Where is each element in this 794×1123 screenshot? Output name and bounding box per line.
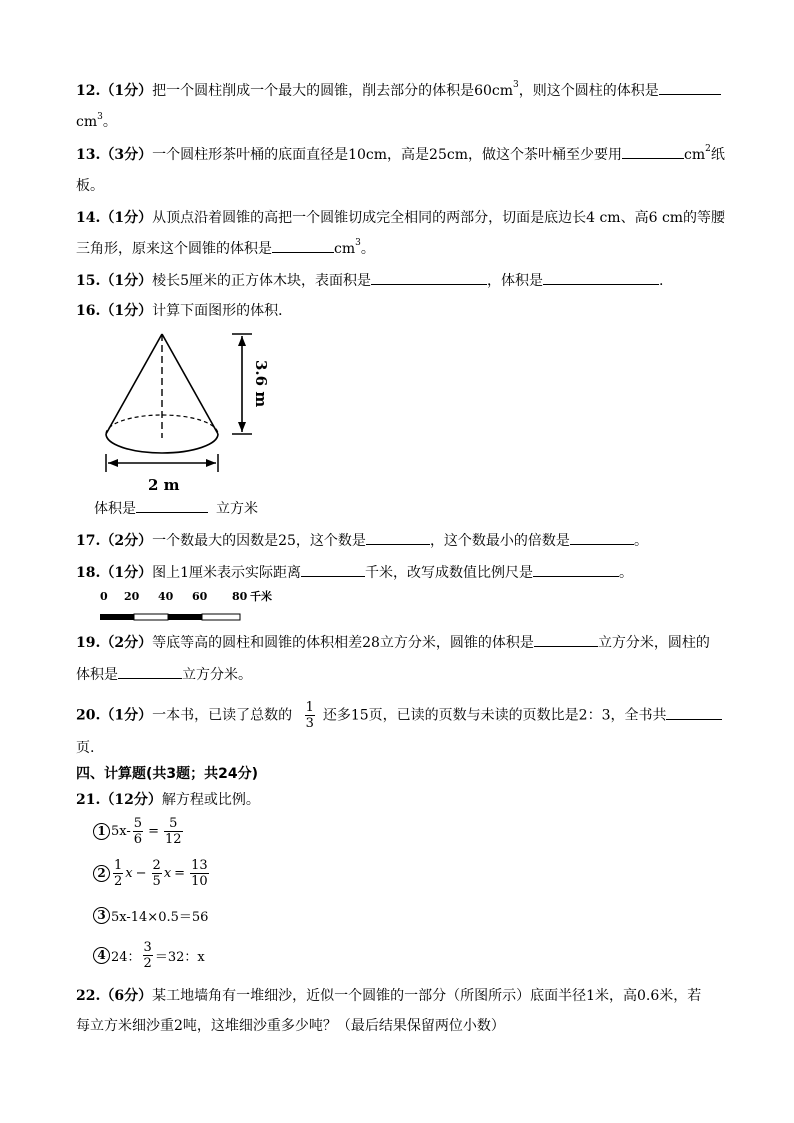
question-19-cont: 体积是 立方分米。 xyxy=(76,664,252,685)
answer-blank[interactable] xyxy=(659,80,721,95)
answer-blank[interactable] xyxy=(533,562,619,577)
scale-bar xyxy=(96,586,286,624)
section-4-title: 四、计算题(共3题；共24分) xyxy=(76,766,259,782)
equation-4: 4 24： $\frac{3}{2}$ ＝32：x xyxy=(93,940,205,971)
base-label: 2 m xyxy=(148,476,180,494)
question-20: 20.（1分）一本书，已读了总数的 $\frac{1}{3}$ 还多15页，已读的页数与未读的页数比是2：3，全书共 xyxy=(76,700,722,731)
scale-unit: 千米 xyxy=(250,590,272,603)
scale-tick-0: 0 xyxy=(100,590,108,603)
scale-seg-3 xyxy=(168,614,202,620)
answer-blank[interactable] xyxy=(534,632,598,647)
cone-figure xyxy=(92,326,282,496)
question-16: 16.（1分）计算下面图形的体积． xyxy=(76,303,293,319)
answer-blank[interactable] xyxy=(366,530,430,545)
equation-2: 2 $\frac{1}{2}$ x − $\frac{2}{5}$ x = $\frac{13}{10}$ xyxy=(93,858,211,889)
question-22: 22.（6分）某工地墙角有一堆细沙，近似一个圆锥的一部分（所图所示）底面半径1米，高0.6米，若 xyxy=(76,988,702,1004)
question-17: 17.（2分）一个数最大的因数是25，这个数是 ，这个数最小的倍数是 。 xyxy=(76,530,648,551)
base-arrow-head-right xyxy=(206,459,216,467)
answer-blank[interactable] xyxy=(118,664,182,679)
equation-1: 1 5x- $\frac{5}{6}$ = $\frac{5}{12}$ xyxy=(93,816,185,847)
question-12: 12.（1分）把一个圆柱削成一个最大的圆锥，削去部分的体积是$60cm^3$，则这个圆柱的体积是 xyxy=(76,80,721,101)
question-19: 19.（2分）等底等高的圆柱和圆锥的体积相差28立方分米，圆锥的体积是 立方分米，圆柱的 xyxy=(76,632,710,653)
question-14: 14.（1分）从顶点沿着圆锥的高把一个圆锥切成完全相同的两部分，切面是底边长4 cm、高6 cm的等腰 xyxy=(76,210,726,226)
scale-tick-40: 40 xyxy=(158,590,174,603)
fraction-one-third: $\frac{1}{3}$ xyxy=(305,700,314,731)
question-16-answer: 体积是 立方米 xyxy=(94,498,258,519)
answer-blank[interactable] xyxy=(543,270,659,285)
cone-side-left xyxy=(106,334,162,434)
question-22-cont: 每立方米细沙重2吨，这堆细沙重多少吨？（最后结果保留两位小数） xyxy=(76,1018,505,1034)
question-21: 21.（12分）解方程或比例。 xyxy=(76,792,260,808)
base-arrow-head-left xyxy=(108,459,118,467)
answer-blank[interactable] xyxy=(622,144,684,159)
answer-blank[interactable] xyxy=(371,270,487,285)
cone-side-right xyxy=(162,334,218,434)
answer-blank[interactable] xyxy=(666,705,722,720)
scale-tick-20: 20 xyxy=(124,590,140,603)
equation-3: 3 5x-14×0.5＝56 xyxy=(93,906,208,925)
question-13-cont: 板。 xyxy=(76,178,104,194)
scale-tick-60: 60 xyxy=(192,590,208,603)
answer-blank[interactable] xyxy=(570,530,634,545)
answer-blank[interactable] xyxy=(136,498,208,513)
answer-blank[interactable] xyxy=(272,238,334,253)
scale-tick-80: 80 xyxy=(232,590,248,603)
question-12-cont: $cm^3$。 xyxy=(76,112,117,130)
scale-seg-4 xyxy=(202,614,240,620)
question-20-cont: 页. xyxy=(76,740,95,756)
height-arrow-head-bottom xyxy=(238,422,246,432)
height-arrow-head-top xyxy=(238,336,246,346)
answer-blank[interactable] xyxy=(301,562,365,577)
question-14-cont: 三角形，原来这个圆锥的体积是 $cm^3$。 xyxy=(76,238,375,257)
question-13: 13.（3分）一个圆柱形茶叶桶的底面直径是10cm，高是25cm，做这个茶叶桶至少要用 $cm^2$纸 xyxy=(76,144,725,163)
scale-seg-2 xyxy=(134,614,168,620)
height-label: 3.6 m xyxy=(252,360,270,408)
scale-seg-1 xyxy=(100,614,134,620)
question-18: 18.（1分）图上1厘米表示实际距离 千米，改写成数值比例尺是 。 xyxy=(76,562,633,583)
question-15: 15.（1分）棱长5厘米的正方体木块，表面积是 ，体积是 . xyxy=(76,270,663,291)
